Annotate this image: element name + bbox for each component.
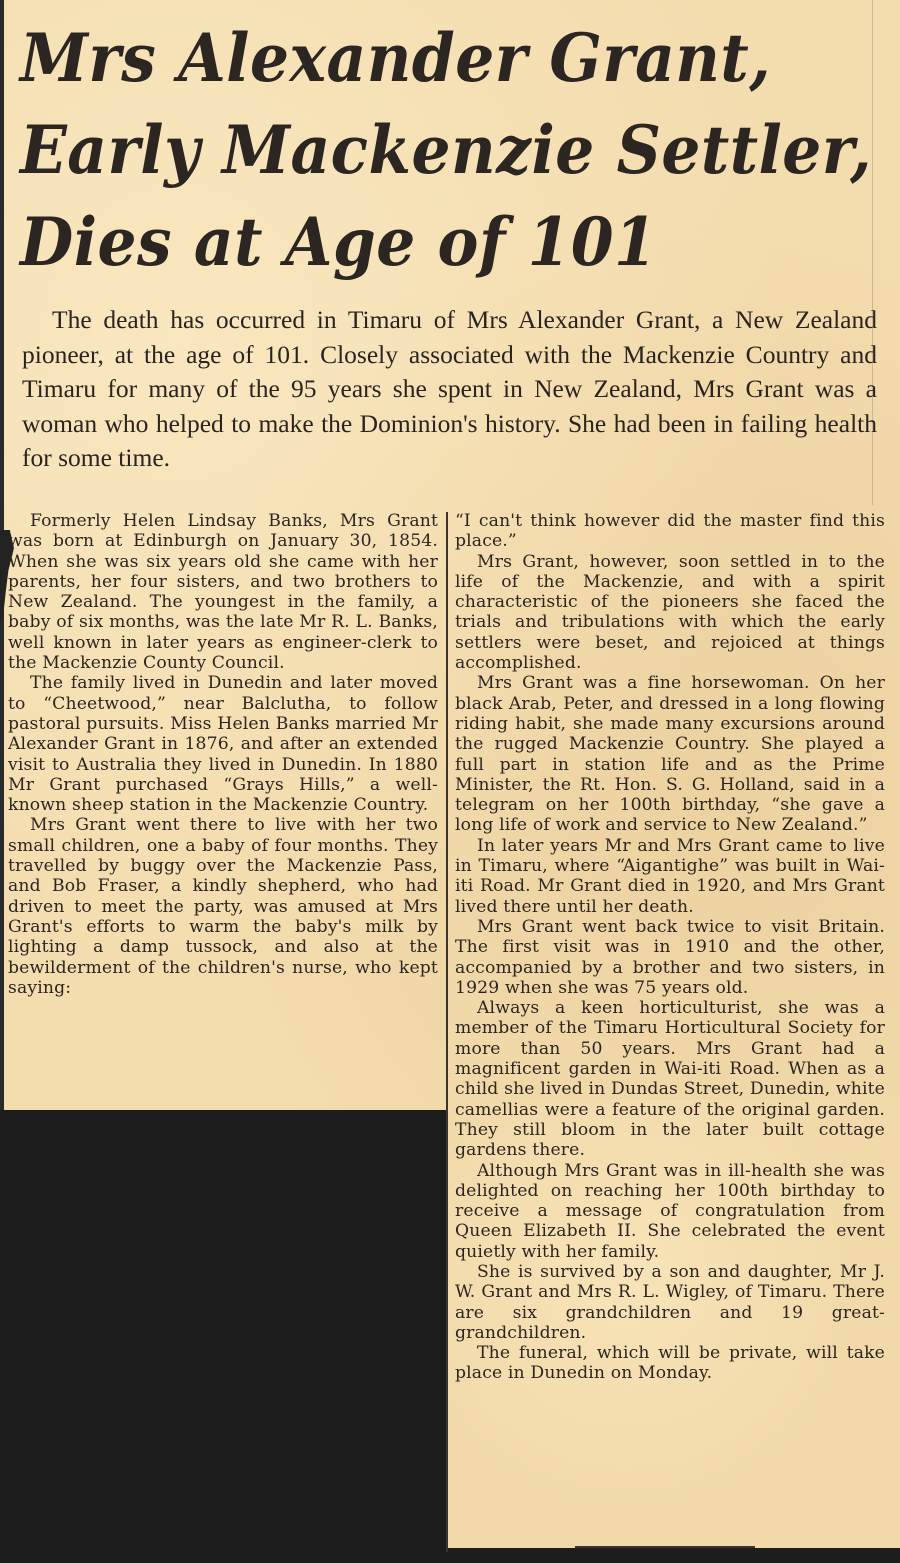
paragraph: Mrs Grant, however, soon settled in to the life of the Mackenzie, and with a spirit characteristic of the pioneers she faced the trials and tribulations with which the early settlers were beset, and rejoiced at things accomplished. xyxy=(455,551,885,674)
headline-line-1: Mrs Alexander Grant, xyxy=(20,19,772,97)
paragraph: Mrs Grant went there to live with her two small children, one a baby of four months. They travelled by buggy over the Mackenzie Pass, and Bob Fraser, a kindly shepherd, who had driven to meet the party, was amused at Mrs Grant's efforts to warm the baby's milk by lighting a damp tussock, and also at the bewilderment of the children's nurse, who kept saying: xyxy=(8,815,438,998)
article-column-right xyxy=(455,511,885,1384)
paragraph-continued: “I can't think however did the master find this place.” xyxy=(455,511,885,552)
headline-line-2: Early Mackenzie Settler, xyxy=(20,111,872,189)
headline-line-3: Dies at Age of 101 xyxy=(20,203,658,281)
paragraph: Mrs Grant went back twice to visit Britain. The first visit was in 1910 and the other, accompanied by a brother and two sisters, in 1929 when she was 75 years old. xyxy=(455,916,885,998)
article-headline xyxy=(20,12,872,288)
article-column-left xyxy=(8,511,438,998)
end-rule xyxy=(575,1546,755,1548)
paragraph: Mrs Grant was a fine horsewoman. On her black Arab, Peter, and dressed in a long flowing riding habit, she made many excursions around the rugged Mackenzie Country. She played a full part in station life and as the Prime Minister, the Rt. Hon. S. G. Holland, said in a telegram on her 100th birthday, “she gave a long life of work and service to New Zealand.” xyxy=(455,673,885,836)
paragraph: Formerly Helen Lindsay Banks, Mrs Grant was born at Edinburgh on January 30, 1854. When she was six years old she came with her parents, her four sisters, and two brothers to New Zealand. The youngest in the family, a baby of six months, was the late Mr R. L. Banks, well known in later years as engineer-clerk to the Mackenzie County Council. xyxy=(8,511,438,674)
lead-paragraph: The death has occurred in Timaru of Mrs Alexander Grant, a New Zealand pioneer, at the age of 101. Closely associated with the Mackenzie Country and Timaru for many of the 95 years she spent in New Zealand, Mrs Grant was a woman who helped to make the Dominion's history. She had been in failing health for some time. xyxy=(22,305,877,472)
paragraph: Although Mrs Grant was in ill-health she was delighted on reaching her 100th birthday to receive a message of congratulation from Queen Elizabeth II. She celebrated the event quietly with her family. xyxy=(455,1160,885,1262)
paragraph: The family lived in Dunedin and later moved to “Cheetwood,” near Balclutha, to follow pastoral pursuits. Miss Helen Banks married Mr Alexander Grant in 1876, and after an extended visit to Australia they lived in Dunedin. In 1880 Mr Grant purchased “Grays Hills,” a well-known sheep station in the Mackenzie Country. xyxy=(8,673,438,816)
column-divider xyxy=(446,512,448,1552)
paragraph: The funeral, which will be private, will take place in Dunedin on Monday. xyxy=(455,1343,885,1384)
paragraph: Always a keen horticulturist, she was a member of the Timaru Horticultural Society for more than 50 years. Mrs Grant had a magnificent garden in Wai-iti Road. When as a child she lived in Dundas Street, Dunedin, white camellias were a feature of the original garden. They still bloom in the later built cottage gardens there. xyxy=(455,998,885,1161)
paragraph: In later years Mr and Mrs Grant came to live in Timaru, where “Aigantighe” was built in Wai-iti Road. Mr Grant died in 1920, and Mrs Grant lived there until her death. xyxy=(455,835,885,917)
paragraph: She is survived by a son and daughter, Mr J. W. Grant and Mrs R. L. Wigley, of Timaru. There are six grandchildren and 19 great-grandchildren. xyxy=(455,1261,885,1343)
